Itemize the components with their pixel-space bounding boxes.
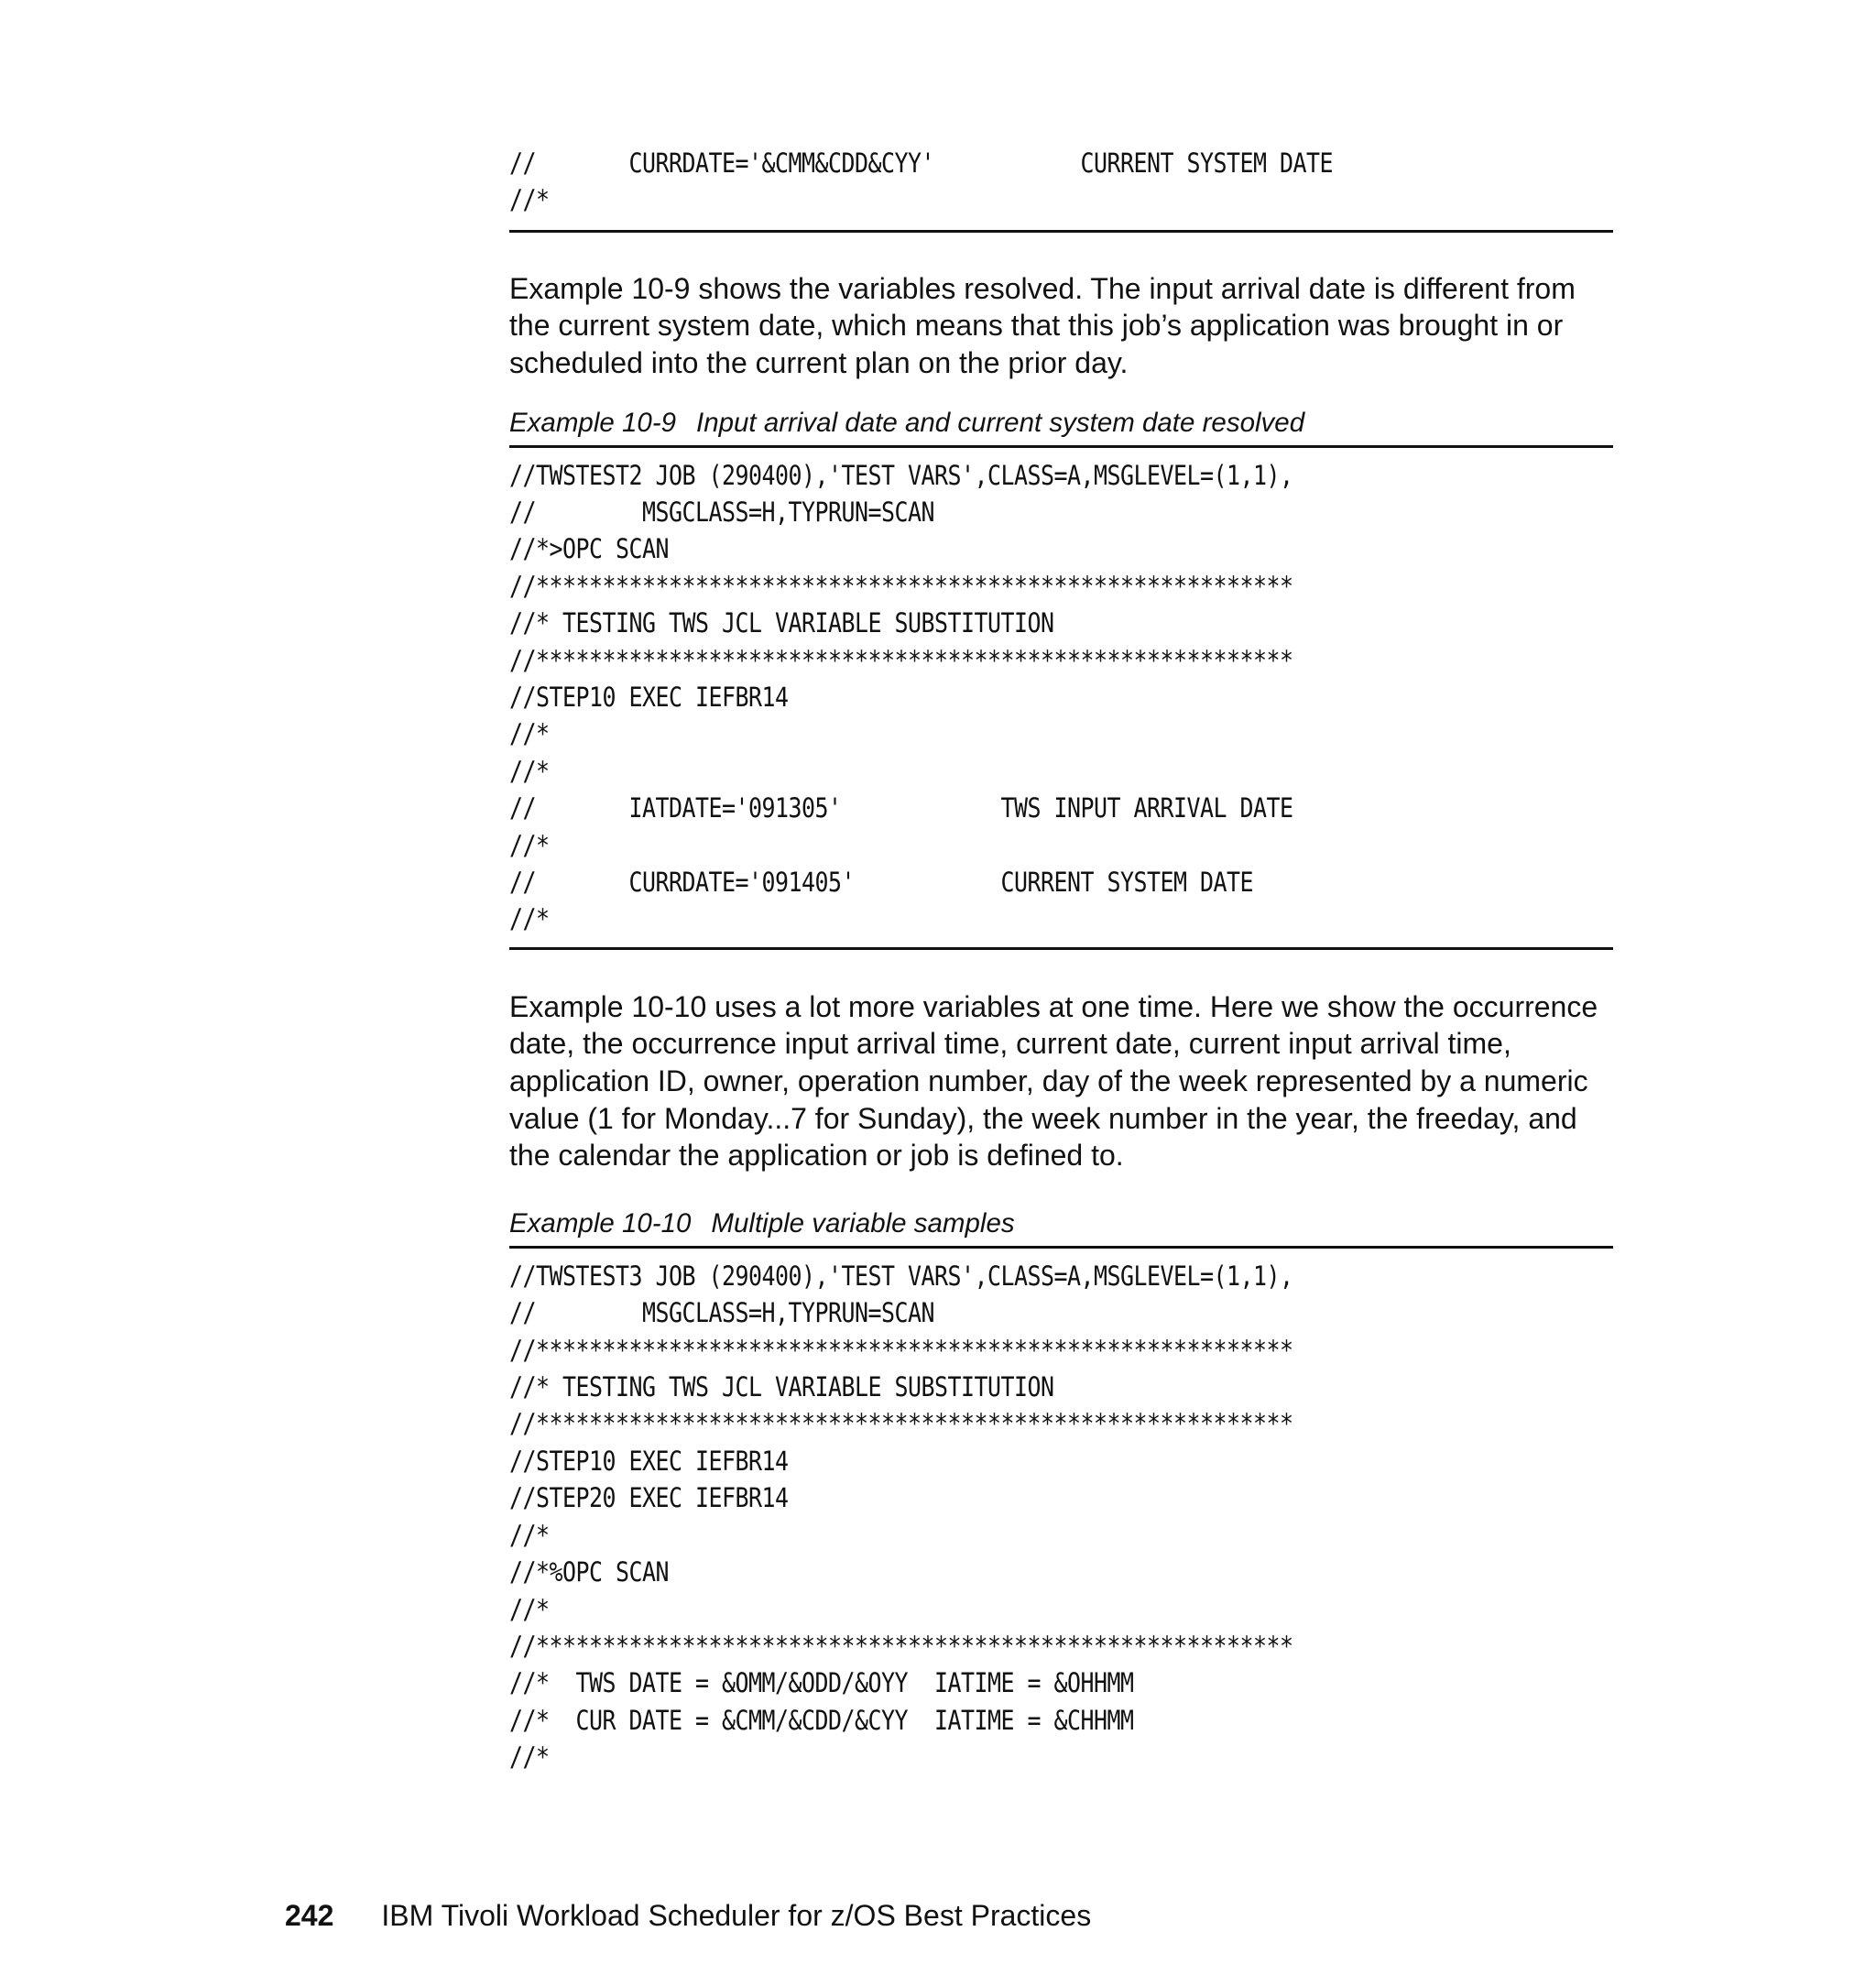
example-10-10-label: Example 10-10 xyxy=(509,1207,692,1239)
code-line: //* xyxy=(509,755,550,787)
code-line: //STEP10 EXEC IEFBR14 xyxy=(509,682,789,714)
code-line: //********************************************************* xyxy=(509,644,1293,676)
code-line: //STEP20 EXEC IEFBR14 xyxy=(509,1482,789,1514)
code-line: //********************************************************* xyxy=(509,570,1293,602)
code-line: //* xyxy=(509,1741,550,1773)
code-line: //STEP10 EXEC IEFBR14 xyxy=(509,1445,789,1477)
example-10-9-title: Input arrival date and current system date resolved xyxy=(696,407,1305,438)
example-10-10-caption xyxy=(509,1207,1613,1240)
code-line: //* xyxy=(509,184,550,216)
code-line: //* xyxy=(509,718,550,750)
body-paragraph-1: Example 10-9 shows the variables resolved. The input arrival date is different from the current system date, which means that this job’s application was brought in or scheduled into the current plan on the prior day. xyxy=(509,271,1576,379)
code-line: //*%OPC SCAN xyxy=(509,1556,670,1588)
code-line: //********************************************************* xyxy=(509,1334,1293,1366)
code-line: //* xyxy=(509,1593,550,1625)
book-title: IBM Tivoli Workload Scheduler for z/OS Best Practices xyxy=(381,1899,1092,1932)
example-10-9-code xyxy=(509,457,1458,938)
page-content xyxy=(509,145,1613,1776)
code-line: // IATDATE='091305' TWS INPUT ARRIVAL DATE xyxy=(509,792,1293,824)
code-line: //********************************************************* xyxy=(509,1630,1293,1662)
example-10-9-label: Example 10-9 xyxy=(509,407,677,438)
code-line: //* xyxy=(509,829,550,861)
code-line: // CURRDATE='091405' CURRENT SYSTEM DATE xyxy=(509,867,1253,899)
code-line: //* xyxy=(509,903,550,935)
code-line: //********************************************************* xyxy=(509,1408,1293,1440)
code-line: // MSGCLASS=H,TYPRUN=SCAN xyxy=(509,1297,934,1329)
code-line: //* TWS DATE = &OMM/&ODD/&OYY IATIME = &OHHMM xyxy=(509,1667,1134,1699)
code-line: //* CUR DATE = &CMM/&CDD/&CYY IATIME = &CHHMM xyxy=(509,1704,1134,1736)
example-10-10-title: Multiple variable samples xyxy=(711,1207,1015,1239)
page-footer xyxy=(285,1899,1091,1933)
code-line: //TWSTEST2 JOB (290400),'TEST VARS',CLASS=A,MSGLEVEL=(1,1), xyxy=(509,459,1293,491)
page-number: 242 xyxy=(285,1899,334,1932)
code-line: // MSGCLASS=H,TYPRUN=SCAN xyxy=(509,496,934,528)
example-10-10-code xyxy=(509,1258,1458,1776)
code-line: //TWSTEST3 JOB (290400),'TEST VARS',CLASS=A,MSGLEVEL=(1,1), xyxy=(509,1260,1293,1292)
body-paragraph-2: Example 10-10 uses a lot more variables at one time. Here we show the occurrence date, the occurrence input arrival time, current date, current input arrival time, application ID, owner, operation number, day of the week represented by a numeric value (1 for Monday...7 for Sunday), the week number in the year, the freeday, and the calendar the application or job is defined to. xyxy=(509,989,1598,1173)
code-line: //* xyxy=(509,1519,550,1551)
code-line: // CURRDATE='&CMM&CDD&CYY' CURRENT SYSTEM DATE xyxy=(509,147,1333,179)
code-block-continued xyxy=(509,145,1458,219)
code-line: //*>OPC SCAN xyxy=(509,533,670,565)
code-line: //* TESTING TWS JCL VARIABLE SUBSTITUTION xyxy=(509,1371,1054,1403)
code-line: //* TESTING TWS JCL VARIABLE SUBSTITUTION xyxy=(509,607,1054,639)
example-10-9-caption xyxy=(509,407,1613,440)
